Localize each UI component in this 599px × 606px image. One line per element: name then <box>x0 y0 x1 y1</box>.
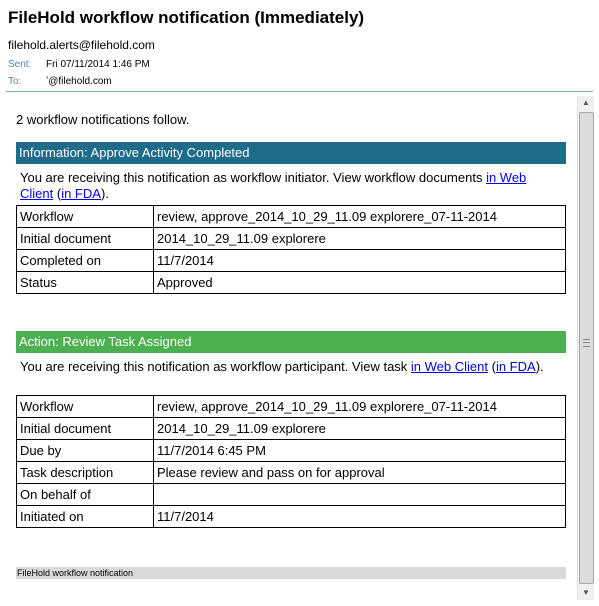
to-label: To: <box>8 76 22 87</box>
scrollbar-thumb[interactable] <box>579 112 594 584</box>
notice-text: You are receiving this notification as workflow participant. View task <box>20 359 411 374</box>
section-header-information: Information: Approve Activity Completed <box>16 142 566 164</box>
footer-bar: FileHold workflow notification <box>16 567 566 579</box>
header-divider <box>6 91 593 92</box>
table-row <box>17 228 566 250</box>
notice-action <box>20 359 560 375</box>
row-key: On behalf of <box>17 484 154 506</box>
vertical-scrollbar[interactable] <box>577 96 594 600</box>
section-header-action: Action: Review Task Assigned <box>16 331 566 353</box>
notice-punct: ( <box>53 186 62 201</box>
row-value: 11/7/2014 <box>154 250 566 272</box>
table-row <box>17 484 566 506</box>
row-key: Workflow <box>17 206 154 228</box>
sent-label: Sent: <box>8 59 32 70</box>
row-key: Status <box>17 272 154 294</box>
web-client-link[interactable]: in Web Client <box>20 170 527 201</box>
table-row <box>17 462 566 484</box>
row-key: Task description <box>17 462 154 484</box>
row-value: 2014_10_29_11.09 explorere <box>154 418 566 440</box>
grip-icon <box>583 339 590 347</box>
intro-text: 2 workflow notifications follow. <box>16 112 190 127</box>
table-row <box>17 250 566 272</box>
notice-punct: ( <box>488 359 496 374</box>
details-table-action <box>16 395 566 528</box>
row-value: review, approve_2014_10_29_11.09 explorere_07-11-2014 <box>154 206 566 228</box>
row-key: Completed on <box>17 250 154 272</box>
triangle-down-icon[interactable]: ▼ <box>582 588 590 597</box>
fda-link[interactable]: in FDA <box>61 186 101 201</box>
sent-value: Fri 07/11/2014 1:46 PM <box>46 59 150 70</box>
notice-text: You are receiving this notification as workflow initiator. View workflow documents <box>20 170 487 185</box>
row-value: Please review and pass on for approval <box>154 462 566 484</box>
row-key: Initial document <box>17 228 154 250</box>
row-value: review, approve_2014_10_29_11.09 explorere_07-11-2014 <box>154 396 566 418</box>
notice-end: ). <box>100 186 109 201</box>
table-row <box>17 440 566 462</box>
triangle-up-icon[interactable]: ▲ <box>582 98 590 107</box>
table-row <box>17 418 566 440</box>
to-value: ʼ@filehold.com <box>46 76 112 87</box>
table-row <box>17 206 566 228</box>
row-key: Due by <box>17 440 154 462</box>
details-table-information <box>16 205 566 294</box>
row-key: Workflow <box>17 396 154 418</box>
row-value: Approved <box>154 272 566 294</box>
fda-link[interactable]: in FDA <box>495 359 536 374</box>
notice-information <box>20 170 560 202</box>
notice-end: ). <box>535 359 544 374</box>
email-from: filehold.alerts@filehold.com <box>8 38 155 52</box>
table-row <box>17 272 566 294</box>
web-client-link[interactable]: in Web Client <box>410 359 488 374</box>
row-value: 2014_10_29_11.09 explorere <box>154 228 566 250</box>
email-subject: FileHold workflow notification (Immediately) <box>8 8 365 27</box>
row-key: Initiated on <box>17 506 154 528</box>
table-row <box>17 506 566 528</box>
row-value <box>154 484 566 506</box>
table-row <box>17 396 566 418</box>
row-key: Initial document <box>17 418 154 440</box>
row-value: 11/7/2014 6:45 PM <box>154 440 566 462</box>
row-value: 11/7/2014 <box>154 506 566 528</box>
